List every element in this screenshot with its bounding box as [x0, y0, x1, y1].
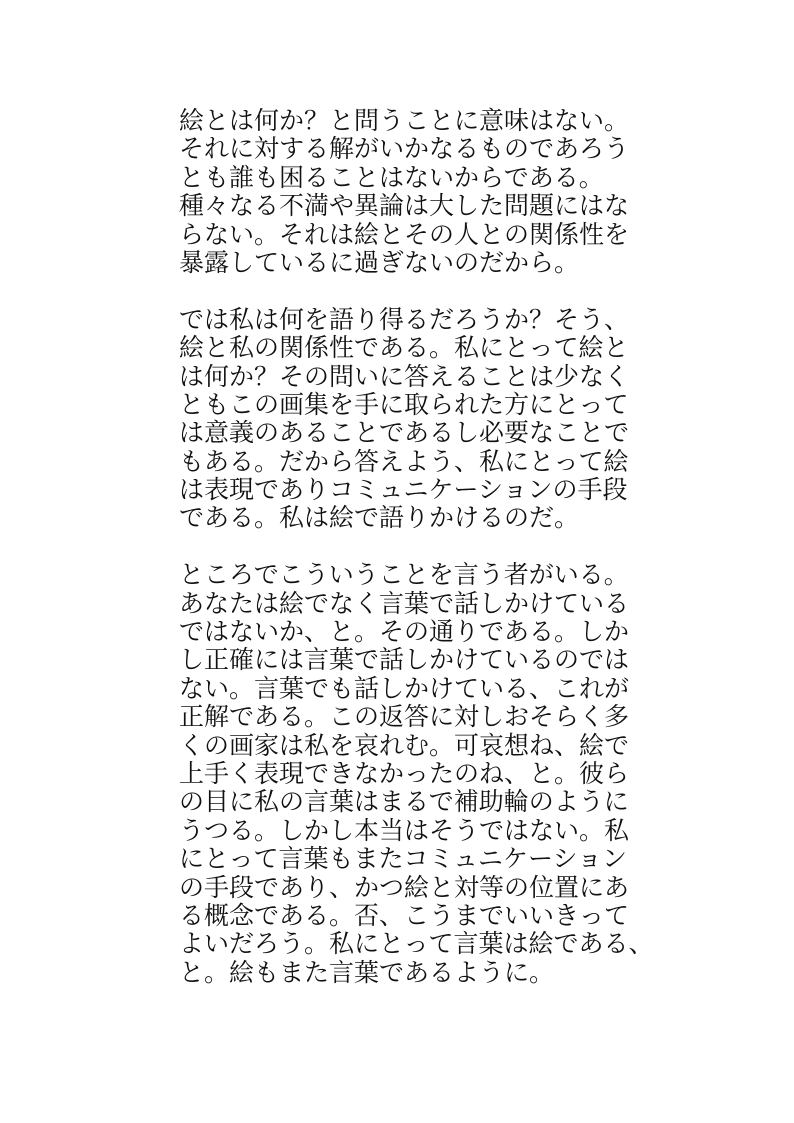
text-line: とも誰も困ることはないからである。	[179, 162, 604, 192]
text-line: の手段であり、かつ絵と対等の位置にあ	[179, 872, 630, 902]
text-line: は表現でありコミュニケーションの手段	[179, 475, 628, 505]
text-line: と。絵もまた言葉であるように。	[179, 957, 555, 987]
text-line: くの画家は私を哀れむ。可哀想ね、絵で	[179, 730, 630, 760]
text-line: である。私は絵で語りかけるのだ。	[179, 503, 580, 533]
text-line: ともこの画集を手に取られた方にとって	[179, 389, 629, 419]
text-line: る概念である。否、こうまでいいきって	[179, 900, 630, 930]
text-line: にとって言葉もまたコミュニケーション	[179, 844, 628, 874]
text-line: 絵とは何か？と問うことに意味はない。	[179, 106, 630, 135]
essay-body	[179, 106, 654, 1016]
text-line: らない。それは絵とその人との関係性を	[179, 219, 630, 249]
paragraph-2	[179, 306, 649, 533]
text-line: 正解である。この返答に対しおそらく多	[179, 702, 630, 732]
text-line: あなたは絵でなく言葉で話しかけている	[179, 588, 630, 618]
text-line: よいだろう。私にとって言葉は絵である、	[179, 929, 654, 959]
text-line: 上手く表現できなかったのね、と。彼ら	[179, 758, 630, 788]
text-line: ではないか、と。その通りである。しか	[179, 617, 630, 647]
text-line: 暴露しているに過ぎないのだから。	[179, 247, 580, 277]
paragraph-1	[179, 107, 649, 277]
text-line: ところでこういうことを言う者がいる。	[179, 560, 629, 590]
text-line: 種々なる不満や異論は大した問題にはな	[179, 191, 630, 221]
text-line: は何か？その問いに答えることは少なく	[179, 361, 630, 391]
text-line: それに対する解がいかなるものであろう	[179, 134, 630, 164]
text-line: ない。言葉でも話しかけている、これが	[179, 673, 630, 703]
text-line: もある。だから答えよう、私にとって絵	[179, 446, 629, 476]
text-line: は意義のあることであるし必要なことで	[179, 418, 630, 448]
text-line: うつる。しかし本当はそうではない。私	[179, 815, 630, 845]
paragraph-3	[179, 560, 654, 987]
text-line: の目に私の言葉はまるで補助輪のように	[179, 787, 629, 817]
text-line: では私は何を語り得るだろうか？そう、	[179, 304, 630, 334]
text-line: 絵と私の関係性である。私にとって絵と	[179, 333, 629, 363]
text-line: し正確には言葉で話しかけているのでは	[179, 645, 630, 675]
